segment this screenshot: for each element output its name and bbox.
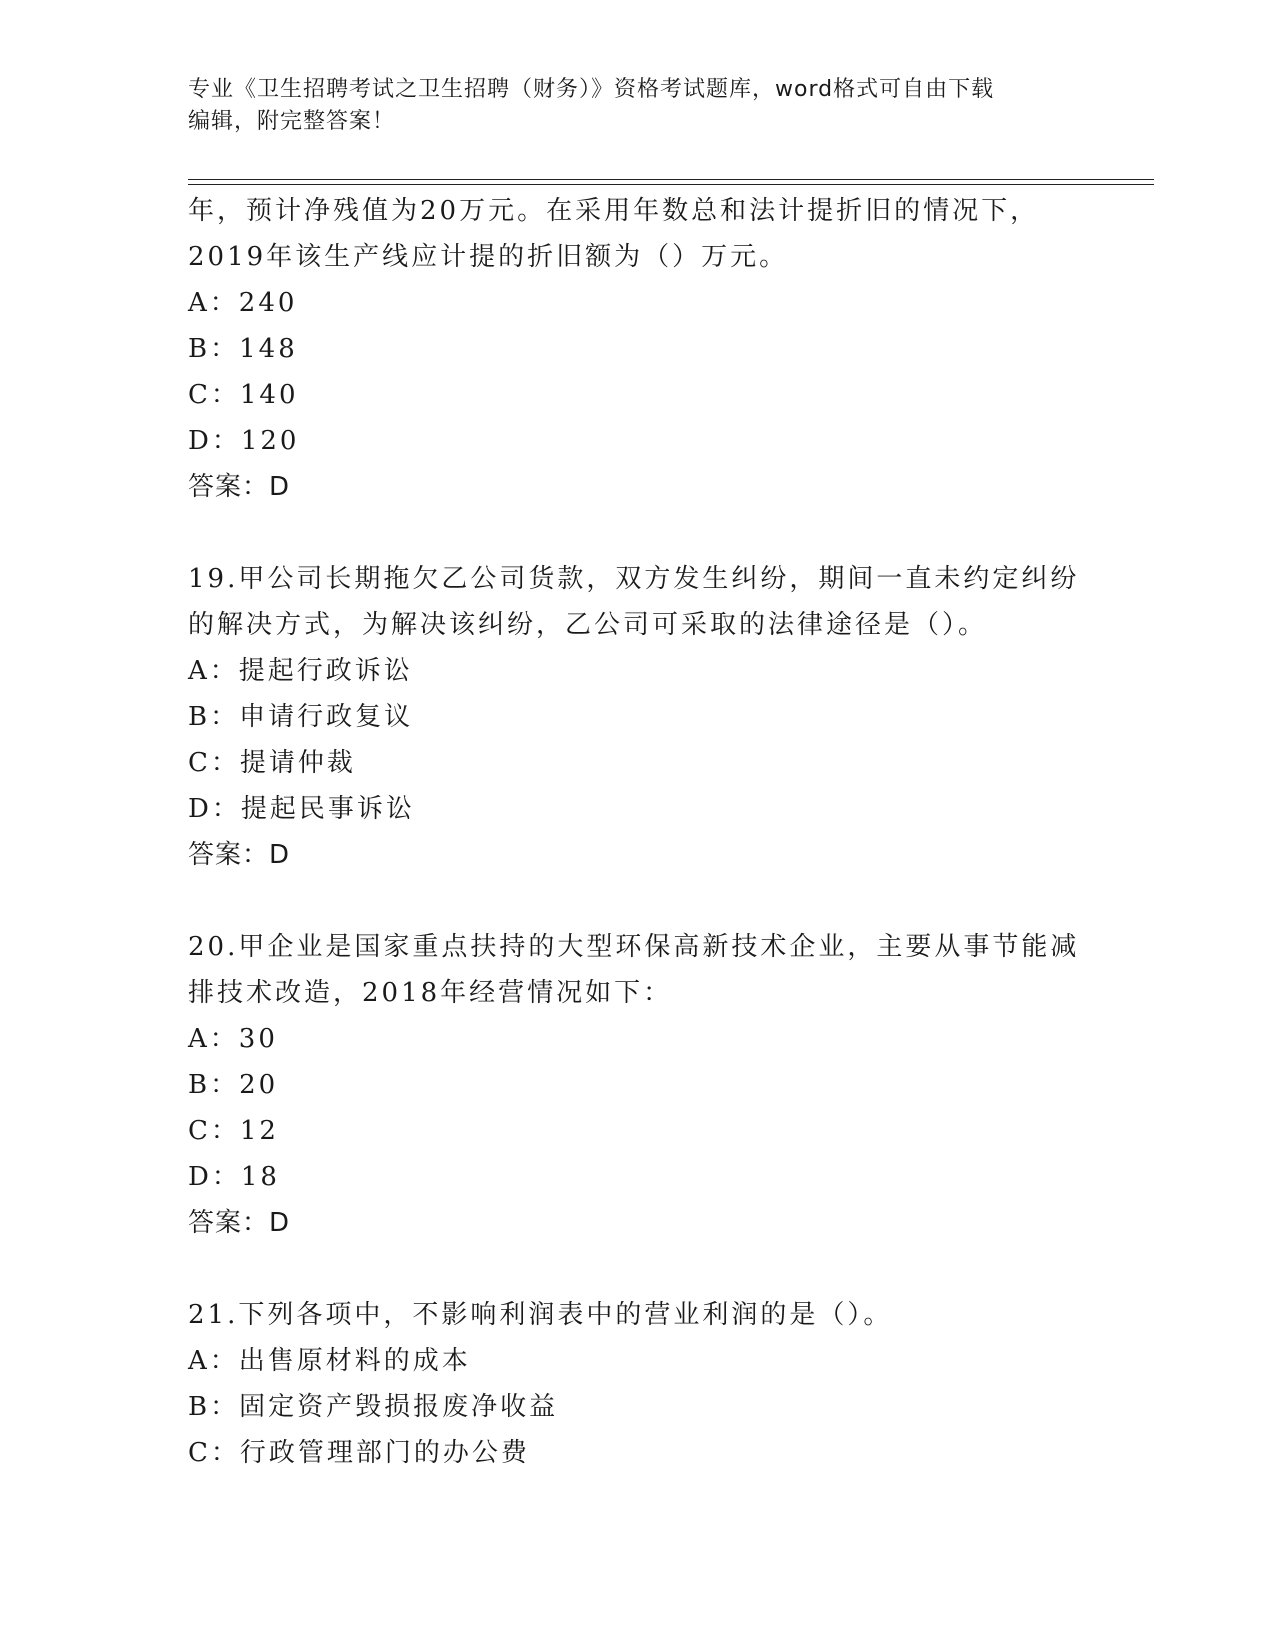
option-c: C：140 [188,380,299,410]
question-text-line: 年，预计净残值为20万元。在采用年数总和法计提折旧的情况下， [188,196,1040,226]
question-21 [188,1292,1088,1476]
spacer [188,878,1088,924]
option-d: D：120 [188,426,300,456]
question-18 [188,188,1088,510]
option-d: D：18 [188,1162,280,1192]
answer-text: 答案：D [188,840,291,870]
question-text-line: 19.甲公司长期拖欠乙公司货款，双方发生纠纷，期间一直未约定纠纷 [188,564,1080,594]
option-d: D：提起民事诉讼 [188,794,415,824]
option-a: A：提起行政诉讼 [188,656,413,686]
option-b: B：148 [188,334,298,364]
question-text-line: 排技术改造，2018年经营情况如下： [188,978,673,1008]
answer-text: 答案：D [188,472,291,502]
question-19 [188,556,1088,878]
header-line-2: 编辑，附完整答案！ [188,109,396,134]
question-list [188,188,1088,1476]
option-c: C：提请仲裁 [188,748,356,778]
option-a: A：30 [188,1024,278,1054]
option-c: C：12 [188,1116,279,1146]
question-text-line: 21.下列各项中，不影响利润表中的营业利润的是（）。 [188,1300,893,1330]
document-header [188,74,1088,138]
option-a: A：240 [188,288,298,318]
header-divider-bottom [188,184,1154,185]
header-divider-top [188,179,1154,180]
question-text-line: 的解决方式，为解决该纠纷，乙公司可采取的法律途径是（）。 [188,610,988,640]
spacer [188,1246,1088,1292]
option-b: B：申请行政复议 [188,702,414,732]
question-text-line: 2019年该生产线应计提的折旧额为（）万元。 [188,242,789,272]
header-line-1: 专业《卫生招聘考试之卫生招聘（财务）》资格考试题库，word格式可自由下载 [188,77,995,102]
spacer [188,510,1088,556]
option-a: A：出售原材料的成本 [188,1346,471,1376]
option-c: C：行政管理部门的办公费 [188,1438,530,1468]
question-text-line: 20.甲企业是国家重点扶持的大型环保高新技术企业，主要从事节能减 [188,932,1080,962]
question-20 [188,924,1088,1246]
answer-text: 答案：D [188,1208,291,1238]
option-b: B：20 [188,1070,279,1100]
option-b: B：固定资产毁损报废净收益 [188,1392,559,1422]
